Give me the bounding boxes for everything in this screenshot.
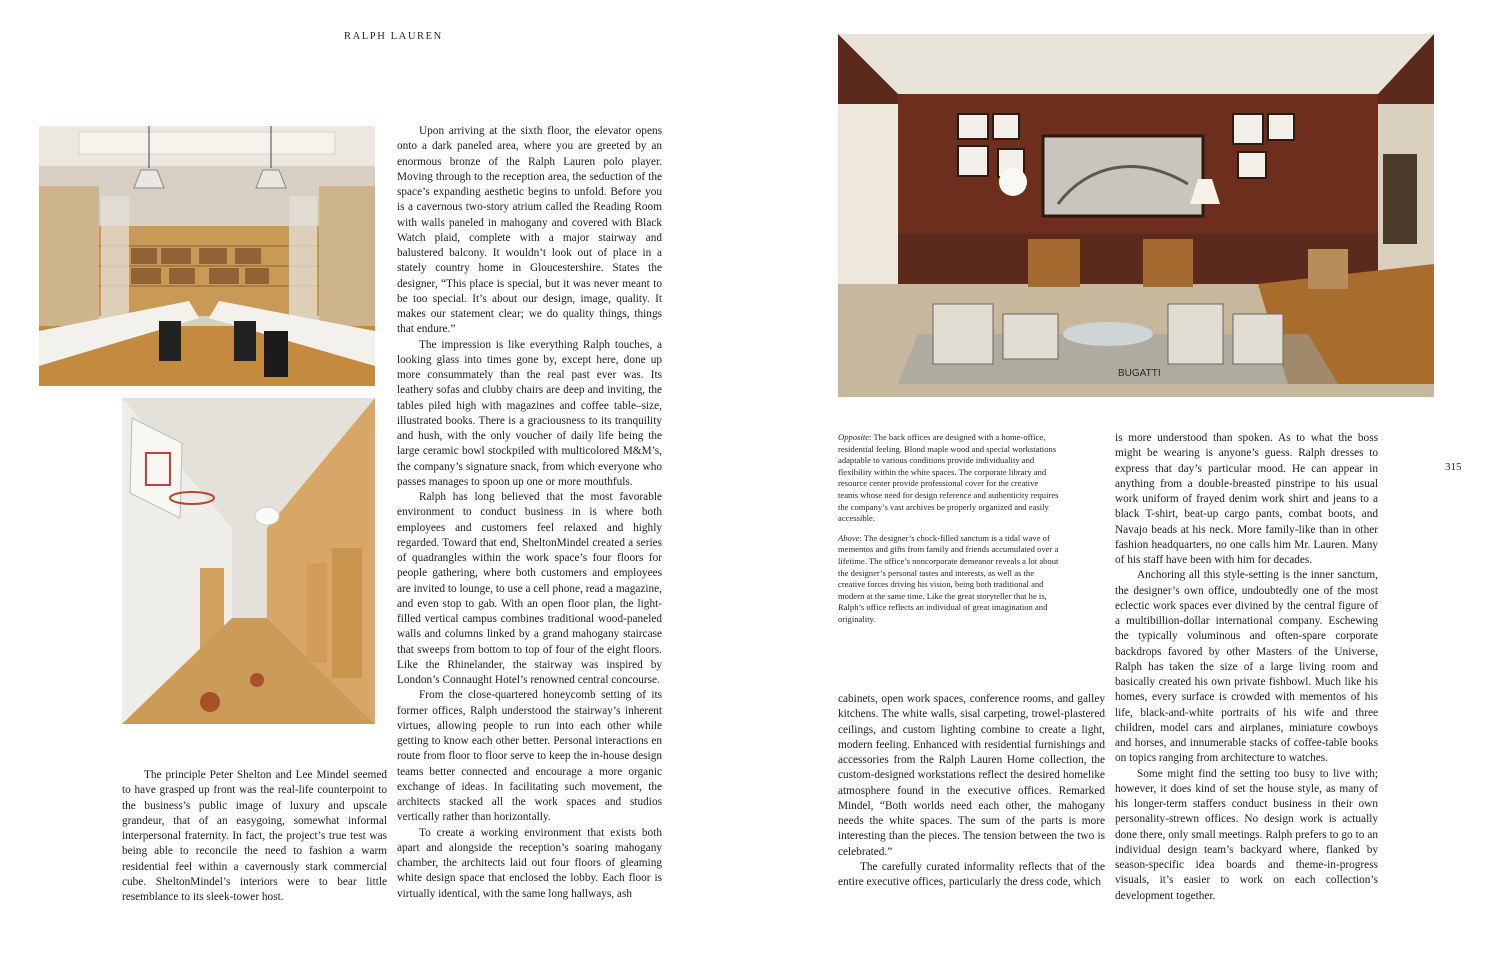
paragraph: To create a working environment that exists both apart and alongside the reception’s soaring mahogany chamber, the architects laid out four floors of gleaming white design space that enclosed the lobby. Each floor is virtually identical, with the same long hallways, ash: [397, 826, 662, 900]
paragraph: The carefully curated informality reflects that of the entire executive offices, particularly the dress code, which: [838, 860, 1105, 888]
body-column-e: [1115, 431, 1378, 904]
paragraph: is more understood than spoken. As to what the boss might be wearing is anyone’s guess. Ralph dresses to express that day’s particular mood. He can appear in anything from a double-breasted pinstripe to his usual work uniform of frayed denim work shirt and jeans to a black T-shirt, beat-up cargo pants, combat boots, and Navajo beads at his neck. More family-like than in other fashion headquarters, no one calls him Mr. Lauren. Many of his staff have been with him for decades.: [1115, 432, 1378, 566]
caption-text: : The designer’s chock-filled sanctum is a tidal wave of mementos and gifts from family and friends accumulated over a lifetime. The office’s noncorporate demeanor reveals a lot about the designer’s personal tastes and interests, as well as the creative forces driving his vision, being both traditional and modern at the same time. Like the great storyteller that he is, Ralph’s office reflects an individual of great imagination and originality.: [838, 532, 1059, 624]
book-spine-label: BUGATTI: [1118, 368, 1161, 379]
paragraph: The impression is like everything Ralph touches, a looking glass into times gone by, except here, done up more consummately than the real past ever was. Its leathery sofas and clubby chairs are deep and inviting, the tables piled high with magazines and coffee table–size, illustrated books. There is a graciousness to its tranquility and hush, with the only voucher of daily life being the large ceramic bowl stockpiled with multicolored M&M’s, the company’s signature snack, from which everyone who passes manages to spoon up one or more mouthfuls.: [397, 338, 662, 488]
library-photo: [39, 126, 375, 386]
caption-label: Opposite: [838, 432, 870, 442]
hallway-photo: [122, 398, 375, 724]
body-column-d: [838, 692, 1105, 890]
page-number: 315: [1445, 461, 1462, 473]
caption-above: [838, 533, 1060, 626]
paragraph: Ralph has long believed that the most favorable environment to conduct business in is where both employees and customers feel relaxed and highly regarded. Toward that end, SheltonMindel created a series of quadrangles within the work space’s four floors for people gathering, where both customers and employees are invited to lounge, to use a cell phone, read a magazine, and even stop to gab. With an open floor plan, the light-filled vertical campus combines traditional wood-paneled walls and columns linked by a grand mahogany staircase that sweeps from bottom to top of four of the eight floors. Like the Rhinelander, the stairway was inspired by London’s Connaught Hotel’s renowned central concourse.: [397, 491, 662, 686]
running-head: RALPH LAUREN: [344, 31, 443, 42]
paragraph: cabinets, open work spaces, conference rooms, and galley kitchens. The white walls, sisal carpeting, trowel-plastered ceilings, and custom lighting combine to create a light, modern feeling. Enhanced with residential furnishings and accessories from the Ralph Lauren Home collection, the custom-designed workstations reflect the desired homelike atmosphere found in the executive offices. Remarked Mindel, “Both worlds need each other, the mahogany needs the white spaces. The sum of the parts is more interesting than the pieces. The tension between the two is celebrated.”: [838, 693, 1105, 858]
body-column-a: [122, 768, 387, 905]
caption-label: Above: [838, 532, 860, 543]
paragraph: Some might find the setting too busy to live with; however, it does kind of set the house style, as many of his longer-term staffers conduct business in their own personality-strewn offices. No design work is actually done there, only small meetings. Ralph prefers to go to an individual design team’s backyard where, flanked by season-specific idea boards and theme-in-progress visuals, it’s easier to work on each collection’s development together.: [1115, 767, 1378, 902]
right-page: [750, 0, 1500, 960]
paragraph: Upon arriving at the sixth floor, the elevator opens onto a dark paneled area, where you are greeted by an enormous bronze of the Ralph Lauren polo player. Moving through to the reception area, the seduction of the space’s expanding aesthetic begins to unfold. Before you is a cavernous two-story atrium called the Reading Room with walls paneled in mahogany and covered with Black Watch plaid, complete with a major stairway and balustered balcony. It wouldn’t look out of place in a stately country home in Gloucestershire. States the designer, “This place is special, but it was never meant to be too special. It’s about our design, image, quality. It makes our statement clear; we do quality things, things that endure.”: [397, 125, 662, 336]
photo-caption: [838, 432, 1060, 634]
paragraph: Anchoring all this style-setting is the inner sanctum, the designer’s own office, undoubtedly one of the most eclectic work spaces ever divined by the central figure of a multibillion-dollar international company. Eschewing the typically voluminous and often-spare corporate backdrops favored by other Masters of the Universe, Ralph has taken the size of a large living room and basically created his own private fishbowl. Much like his homes, every surface is crowded with mementos of his life, black-and-white portraits of his wife and three children, model cars and airplanes, miniature cowboys and horses, and innumerable stacks of coffee-table books on topics ranging from architecture to watches.: [1115, 569, 1378, 765]
office-photo: [838, 34, 1434, 397]
body-column-b: [397, 124, 662, 902]
paragraph: The principle Peter Shelton and Lee Mindel seemed to have grasped up front was the real-life counterpoint to the business’s public image of luxury and upscale grandeur, that of an easygoing, somewhat informal interpersonal fraternity. In fact, the project’s true test was being able to reconcile the need to fashion a warm residential feel within a cavernously stark commercial cube. SheltonMindel’s interiors were to bear little resemblance to its sleek-tower host.: [122, 769, 387, 903]
caption-opposite: [838, 432, 1060, 525]
paragraph: From the close-quartered honeycomb setting of its former offices, Ralph understood the stairway’s inherent virtues, allowing people to run into each other while getting to know each other better. Personal interactions en route from floor to floor serve to keep the in-house design teams better connected and encourage a more organic exchange of ideas. In facilitating such movement, the architects stacked all the work spaces and studios vertically rather than horizontally.: [397, 689, 662, 824]
caption-text: : The back offices are designed with a home-office, residential feeling. Blond maple wood and special workstations adaptable to various conditions provide individuality and flexibility within the white spaces. The corporate library and resource center provide professional cover for the creative teams whose need for design reference and authenticity requires the company’s vast archives be properly organized and easily accessible.: [838, 432, 1059, 524]
